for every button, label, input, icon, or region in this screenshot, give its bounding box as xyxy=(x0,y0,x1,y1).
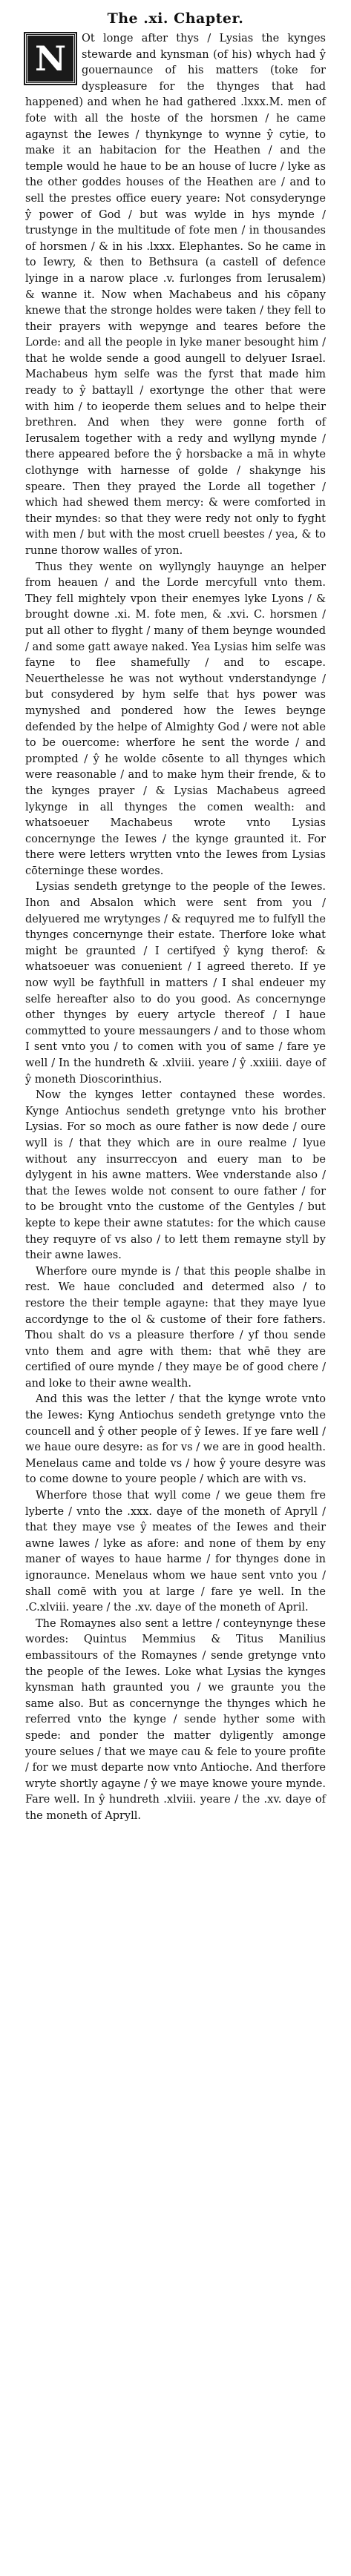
paragraph-5: Wherfore oure mynde is / that this people shalbe in rest. We haue concluded and determed also / to restore the their temple agayne: that they maye lyue accordynge to the ol & custome of their fore fathers. Thou shalt do vs a pleasure therfore / yf thou sende vnto them and agre with them: that whē they are certified of oure mynde / they maye be of good chere / and loke to their awne wealth. xyxy=(25,1265,326,1390)
paragraph-6: And this was the letter / that the kynge wrote vnto the Iewes: Kyng Antiochus sendeth gretynge vnto the councell and ŷ other people of ŷ Iewes. If ye fare well / we haue oure desyre: as for vs / we are in good health. Menelaus came and tolde vs / how ŷ youre desyre was to come downe to youre people / which are with vs. xyxy=(25,1393,326,1486)
paragraph-4: Now the kynges letter contayned these wordes. Kynge Antiochus sendeth gretynge vnto his brother Lysias. For so moch as oure father is now dede / oure wyll is / that they which are in oure realme / lyue without any insurreccyon and euery man to be dylygent in his awne matters. Wee vnderstande also / that the Iewes wolde not consent to oure father / for to be brought vnto the custome of the Gentyles / but kepte to kepe their awne statutes: for the which cause they requyre of vs also / to lett them remayne styll by their awne lawes. xyxy=(25,1089,326,1262)
paragraph-2: Thus they wente on wyllyngly hauynge an helper from heauen / and the Lorde mercyfull vnto them. They fell mightely vpon their enemyes lyke Lyons / & brought downe .xi. M. fote men, & .xvi. C. horsmen / put all other to flyght / many of them beynge wounded / and some gatt awaye naked. Yea Lysias him selfe was fayne to flee shamefully / and to escape. Neuerthelesse he was not wythout vnderstandynge / but consydered by hym selfe that hys power was mynyshed and pondered how the Iewes beynge defended by the helpe of Almighty God / were not able to be ouercome: wherfore he sent the worde / and prompted / ŷ he wolde cōsente to all thynges which were reasonable / and to make hym their frende, & to the kynges prayer / & Lysias Machabeus agreed lykynge in all thynges the comen wealth: and whatsoeuer Machabeus wrote vnto Lysias concernynge the Iewes / the kynge graunted it. For there were letters wrytten vnto the Iewes from Lysias cōterninge these wordes. xyxy=(25,561,326,877)
paragraph-3: Lysias sendeth gretynge to the people of the Iewes. Ihon and Absalon which were sent from you / delyuered me wrytynges / & requyred me to fulfyll the thynges concernynge their estate. Therfore loke what might be graunted / I certifyed ŷ kyng therof: & whatsoeuer was conuenient / I agreed thereto. If ye now wyll be faythfull in matters / I shal endeuer my selfe hereafter also to do you good. As concernynge other thynges by euery artycle thereof / I haue commytted to youre messaungers / and to those whom I sent vnto you / to comen with you of same / fare ye well / In the hundreth & .xlviii. yeare / ŷ .xxiiii. daye of ŷ moneth Dioscorinthius. xyxy=(25,881,326,1086)
paragraph-7: Wherfore those that wyll come / we geue them fre lyberte / vnto the .xxx. daye of the moneth of Apryll / that they maye vse ŷ meates of the Iewes and their awne lawes / lyke as afore: and none of them by eny maner of wayes to haue harme / for thynges done in ignoraunce. Menelaus whom we haue sent vnto you / shall comē with you at large / fare ye well. In the .C.xlviii. yeare / the .xv. daye of the moneth of April. xyxy=(25,1490,326,1614)
decorated-initial-letter: N xyxy=(25,33,76,84)
chapter-heading: The .xi. Chapter. xyxy=(107,10,244,27)
chapter-body xyxy=(25,31,326,1825)
paragraph-1: Ot longe after thys / Lysias the kynges stewarde and kynsman (of his) whych had ŷ gouernaunce of his matters (toke for dyspleasure for the thynges that had happened) and when he had gathered .lxxx.M. men of fote with all the hoste of the horsmen / he came agaynst the Iewes / thynkynge to wynne ŷ cytie, to make it an habitacion for the Heathen / and the temple would he haue to be an house of lucre / lyke as the other goddes houses of the Heathen are / and to sell the prestes office euery yeare: Not consyderynge ŷ power of God / but was wylde in hys mynde / trustynge in the multitude of fote men / in thousandes of horsmen / & in his .lxxx. Elephantes. So he came in to Iewry, & then to Bethsura (a castell of defence lyinge in a narow place .v. furlonges from Ierusalem) & wanne it. Now when Machabeus and his cōpany knewe that the stronge holdes were taken / they fell to their prayers with wepynge and teares before the Lorde: and all the people in lyke maner besought him / that he wolde sende a good aungell to delyuer Israel. Machabeus hym selfe was the fyrst that made him ready to ŷ battayll / exortynge the other that were with him / to ieoperde them selues and to helpe their brethren. And when they were gonne forth of Ierusalem together with a redy and wyllyng mynde / there appeared before the ŷ horsbacke a mā in whyte clothynge with harnesse of golde / shakynge his speare. Then they prayed the Lorde all together / which had shewed them mercy: & were comforted in their myndes: so that they were redy not only to fyght with men / but with the most cruell beestes / yea, & to runne thorow walles of yron. xyxy=(25,33,326,557)
paragraph-8: The Romaynes also sent a lettre / conteynynge these wordes: Quintus Memmius & Titus Manilius embassitours of the Romaynes / sende gretynge vnto the people of the Iewes. Loke what Lysias the kynges kynsman hath graunted you / we graunte you the same also. But as concernynge the thynges which he referred vnto the kynge / sende hyther some with spede: and ponder the matter dyligently amonge youre selues / that we maye cau & fele to youre profite / for we must departe now vnto Antioche. And therfore wryte shortly agayne / ŷ we maye knowe youre mynde. Fare well. In ŷ hundreth .xlviii. yeare / the .xv. daye of the moneth of Apryll. xyxy=(25,1617,326,1822)
